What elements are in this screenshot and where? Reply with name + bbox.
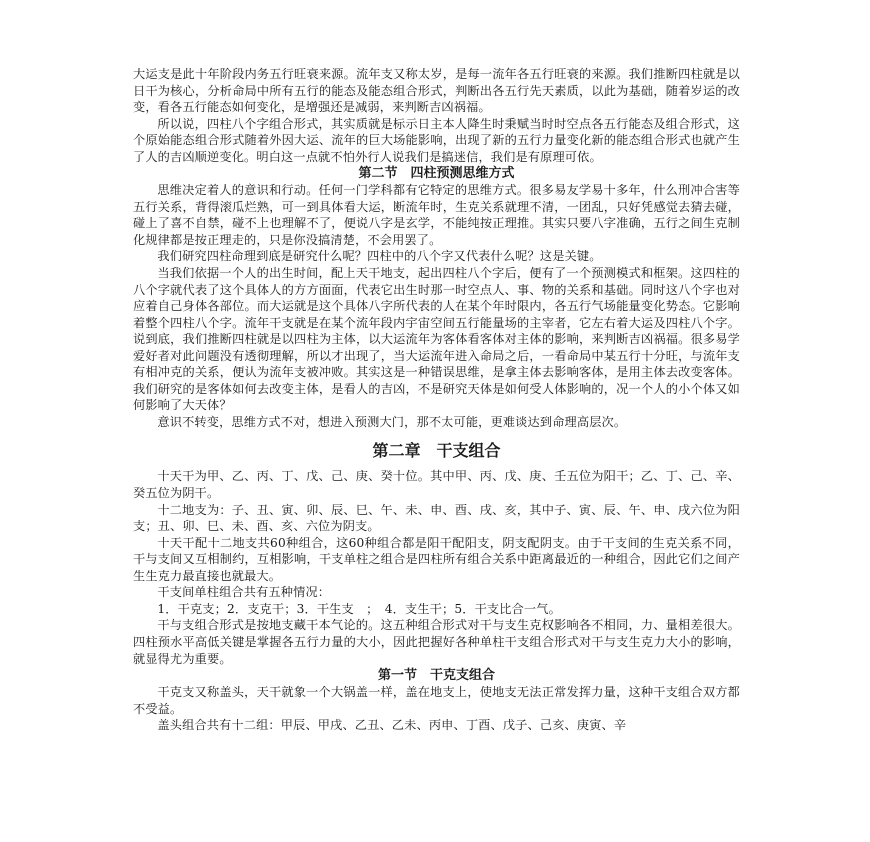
paragraph-subject-object: 当我们依据一个人的出生时间，配上天干地支，起出四柱八个字后，便有了一个预测模式和框架。这四柱的八个字就代表了这个具体人的方方面面，代表它出生时那一时空点人、事、物的关系和基础。同时这八个字也对应着自己身体各部位。而大运就是这个具体八字所代表的人在某个年时限内，各五行气场能量变化势态。它影响着整个四柱八个字。流年干支就是在某个流年段内宇宙空间五行能量场的主宰者，它左右着大运及四柱八个字。说到底，我们推断四柱就是以四柱为主体，以大运流年为客体看客体对主体的影响，来判断吉凶祸福。很多易学爱好者对此问题没有透彻理解，所以才出现了，当大运流年进入命局之后，一看命局中某五行十分旺，与流年支有相冲克的关系，便认为流年支被冲败。其实这是一种错误思维，是拿主体去影响客体，是用主体去改变客体。我们研究的是客体如何去改变主体，是看人的吉凶，不是研究天体是如何受人体影响的，况一个人的小个体又如何影响了大天体？ (133, 266, 740, 413)
paragraph-gaitou: 干克支又称盖头，天干就象一个大锅盖一样，盖在地支上，使地支无法正常发挥力量，这种干支组合双方都不受益。 (133, 685, 740, 716)
paragraph-heavenly-stems: 十天干为甲、乙、丙、丁、戊、己、庚、癸十位。其中甲、丙、戊、庚、壬五位为阳干；乙、丁、己、辛、癸五位为阴干。 (133, 469, 740, 501)
paragraph-earthly-branches: 十二地支为：子、丑、寅、卯、辰、巳、午、未、申、酉、戌、亥，其中子、寅、辰、午、申、戌六位为阳支；丑、卯、巳、未、酉、亥、六位为阴支。 (133, 502, 740, 534)
paragraph-dayun-liunian: 大运支是此十年阶段内务五行旺衰来源。流年支又称太岁，是每一流年各五行旺衰的来源。我们推断四柱就是以日干为核心，分析命局中所有五行的能态及能态组合形式，判断出各五行先天素质，以此为基础，随着岁运的改变，看各五行能态如何变化，是增强还是减弱，来判断吉凶祸福。 (133, 67, 740, 115)
document-page (133, 66, 740, 734)
section-title-gan-ke-zhi: 第一节 干克支组合 (377, 668, 495, 684)
section-title-thinking: 第二节 四柱预测思维方式 (358, 166, 515, 182)
paragraph-gaitou-list: 盖头组合共有十二组：甲辰、甲戌、乙丑、乙未、丙申、丁酉、戊子、己亥、庚寅、辛 (157, 718, 627, 733)
paragraph-mindset: 意识不转变，思维方式不对，想进入预测大门，那不太可能，更难谈达到命理高层次。 (157, 414, 627, 429)
paragraph-key-question: 我们研究四柱命理到底是研究什么呢？四柱中的八个字又代表什么呢？这是关键。 (157, 249, 602, 264)
paragraph-combo-strength: 干与支组合形式是按地支藏干本气论的。这五种组合形式对干与支生克权影响各不相同，力、量相差很大。四柱预水平高低关键是掌握各五行力量的大小，因此把握好各种单柱干支组合形式对干与支生克力大小的影响，就显得尤为重要。 (133, 618, 740, 666)
paragraph-sixty-combos: 十天干配十二地支共60种组合，这60种组合都是阳干配阳支，阴支配阴支。由于干支间的生克关系不同，干与支间又互相制约，互相影响，干支单柱之组合是四柱所有组合关系中距离最近的一种组合，因此它们之间产生生克力最直接也就最大。 (133, 535, 740, 583)
paragraph-sizhu-essence: 所以说，四柱八个字组合形式，其实质就是标示日主本人降生时秉赋当时时空点各五行能态及组合形式，这个原始能态组合形式随着外因大运、流年的巨大场能影响，出现了新的五行力量变化新的能态组合形式也就产生了人的吉凶顺逆变化。明白这一点就不怕外行人说我们是搞迷信，我们是有原理可依。 (133, 116, 740, 164)
paragraph-five-cases-intro: 干支间单柱组合共有五种情况： (157, 585, 331, 600)
paragraph-thinking-intro: 思维决定着人的意识和行动。任何一门学科都有它特定的思维方式。很多易友学易十多年，什么刑冲合害等五行关系，背得滚瓜烂熟，可一到具体看大运，断流年时，生克关系就理不清，一团乱，只好凭感觉去猜去碰，碰上了喜不自禁，碰不上也理解不了，便说八字是玄学，不能纯按正理推。其实只要八字准确，五行之间生克制化规律都是按正理走的，只是你没搞清楚，不会用罢了。 (133, 183, 740, 247)
chapter-title-ganzhi: 第二章 干支组合 (372, 441, 501, 461)
paragraph-five-cases-list: 1．干克支；2．支克干；3．干生支 ； 4．支生干；5．干支比合一气。 (157, 601, 561, 616)
